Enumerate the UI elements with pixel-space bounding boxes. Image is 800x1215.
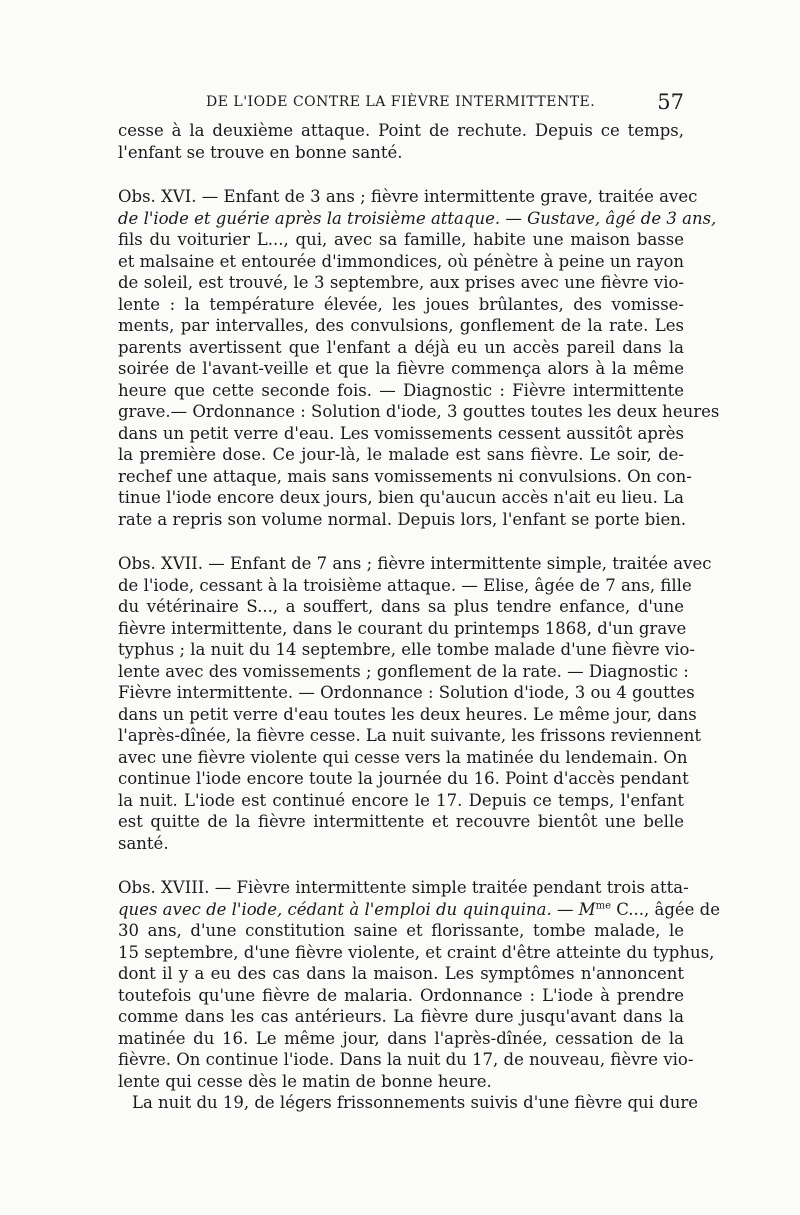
text-line: Obs. XVII. — Enfant de 7 ans ; fièvre intermittente simple, traitée avec	[118, 554, 712, 573]
text-line: lente qui cesse dès le matin de bonne heure.	[118, 1071, 492, 1091]
text-line: grave.— Ordonnance : Solution d'iode, 3 gouttes toutes les deux heures	[118, 402, 720, 421]
text-line: soirée de l'avant-veille et que la fièvre commença alors à la même	[118, 359, 684, 378]
text-line: lente : la température élevée, les joues brûlantes, des vomisse-	[118, 294, 684, 314]
page-header	[118, 90, 684, 118]
text-line: et malsaine et entourée d'immondices, où pénètre à peine un rayon	[118, 251, 685, 271]
text-line: Obs. XVIII. — Fièvre intermittente simple traitée pendant trois atta-	[118, 878, 689, 897]
text-line: Obs. XVI. — Enfant de 3 ans ; fièvre intermittente grave, traitée avec	[118, 187, 698, 206]
running-title: DE L'IODE CONTRE LA FIÈVRE INTERMITTENTE.	[206, 94, 596, 110]
text-line: fils du voiturier L..., qui, avec sa famille, habite une maison basse	[118, 230, 684, 249]
text-line: comme dans les cas antérieurs. La fièvre dure jusqu'avant dans la	[118, 1007, 684, 1026]
text-line: de soleil, est trouvé, le 3 septembre, aux prises avec une fièvre vio-	[118, 273, 684, 292]
text-line: fièvre intermittente, dans le courant du printemps 1868, d'un grave	[118, 618, 687, 638]
text-line: la première dose. Ce jour-là, le malade est sans fièvre. Le soir, de-	[118, 445, 684, 464]
text-line: continue l'iode encore toute la journée du 16. Point d'accès pendant	[118, 769, 689, 788]
text-line: de l'iode, cessant à la troisième attaque. — Elise, âgée de 7 ans, fille	[118, 575, 692, 595]
body-text	[118, 120, 721, 1114]
text-line: dans un petit verre d'eau. Les vomissements cessent aussitôt après	[118, 423, 684, 443]
text-line: du vétérinaire S..., a souffert, dans sa plus tendre enfance, d'une	[118, 597, 684, 616]
text-line: 30 ans, d'une constitution saine et florissante, tombe malade, le	[118, 921, 684, 940]
text-line: 15 septembre, d'une fièvre violente, et craint d'être atteinte du typhus,	[118, 942, 715, 962]
text-line: santé.	[118, 833, 169, 853]
text-line: est quitte de la fièvre intermittente et recouvre bientôt une belle	[118, 812, 684, 831]
text-line: cesse à la deuxième attaque. Point de rechute. Depuis ce temps,	[118, 121, 684, 140]
text-line: rate a repris son volume normal. Depuis lors, l'enfant se porte bien.	[118, 509, 687, 529]
text-line: l'après-dînée, la fièvre cesse. La nuit suivante, les frissons reviennent	[118, 726, 701, 745]
text-line: heure que cette seconde fois. — Diagnostic : Fièvre intermittente	[118, 380, 684, 400]
text-line: dans un petit verre d'eau toutes les deux heures. Le même jour, dans	[118, 704, 697, 724]
superscript: me	[595, 900, 611, 911]
text-line: Fièvre intermittente. — Ordonnance : Solution d'iode, 3 ou 4 gouttes	[118, 683, 695, 702]
text-line: fièvre. On continue l'iode. Dans la nuit du 17, de nouveau, fièvre vio-	[118, 1050, 694, 1069]
text-line: l'enfant se trouve en bonne santé.	[118, 142, 403, 162]
text-fragment: C..., âgée de	[611, 899, 721, 919]
text-fragment: ques avec de l'iode, cédant à l'emploi du quinquina. — M	[118, 899, 596, 919]
text-line: ments, par intervalles, des convulsions, gonflement de la rate. Les	[118, 316, 684, 335]
text-line: de l'iode et guérie après la troisième attaque. — Gustave, âgé de 3 ans,	[118, 208, 717, 228]
text-line: avec une fièvre violente qui cesse vers la matinée du lendemain. On	[118, 747, 688, 767]
text-line: tinue l'iode encore deux jours, bien qu'aucun accès n'ait eu lieu. La	[118, 488, 684, 507]
text-line: matinée du 16. Le même jour, dans l'après-dînée, cessation de la	[118, 1028, 684, 1048]
text-line: toutefois qu'une fièvre de malaria. Ordonnance : L'iode à prendre	[118, 985, 684, 1005]
text-line: La nuit du 19, de légers frissonnements suivis d'une fièvre qui dure	[132, 1093, 699, 1112]
text-line: typhus ; la nuit du 14 septembre, elle tombe malade d'une fièvre vio-	[118, 640, 696, 659]
text-line: rechef une attaque, mais sans vomissements ni convulsions. On con-	[118, 466, 692, 486]
text-line: dont il y a eu des cas dans la maison. Les symptômes n'annoncent	[118, 964, 684, 983]
text-line: parents avertissent que l'enfant a déjà eu un accès pareil dans la	[118, 337, 684, 357]
text-line: lente avec des vomissements ; gonflement de la rate. — Diagnostic :	[118, 661, 689, 681]
text-line	[118, 899, 721, 921]
text-line: la nuit. L'iode est continué encore le 17. Depuis ce temps, l'enfant	[118, 790, 684, 810]
page-number: 57	[657, 90, 684, 114]
